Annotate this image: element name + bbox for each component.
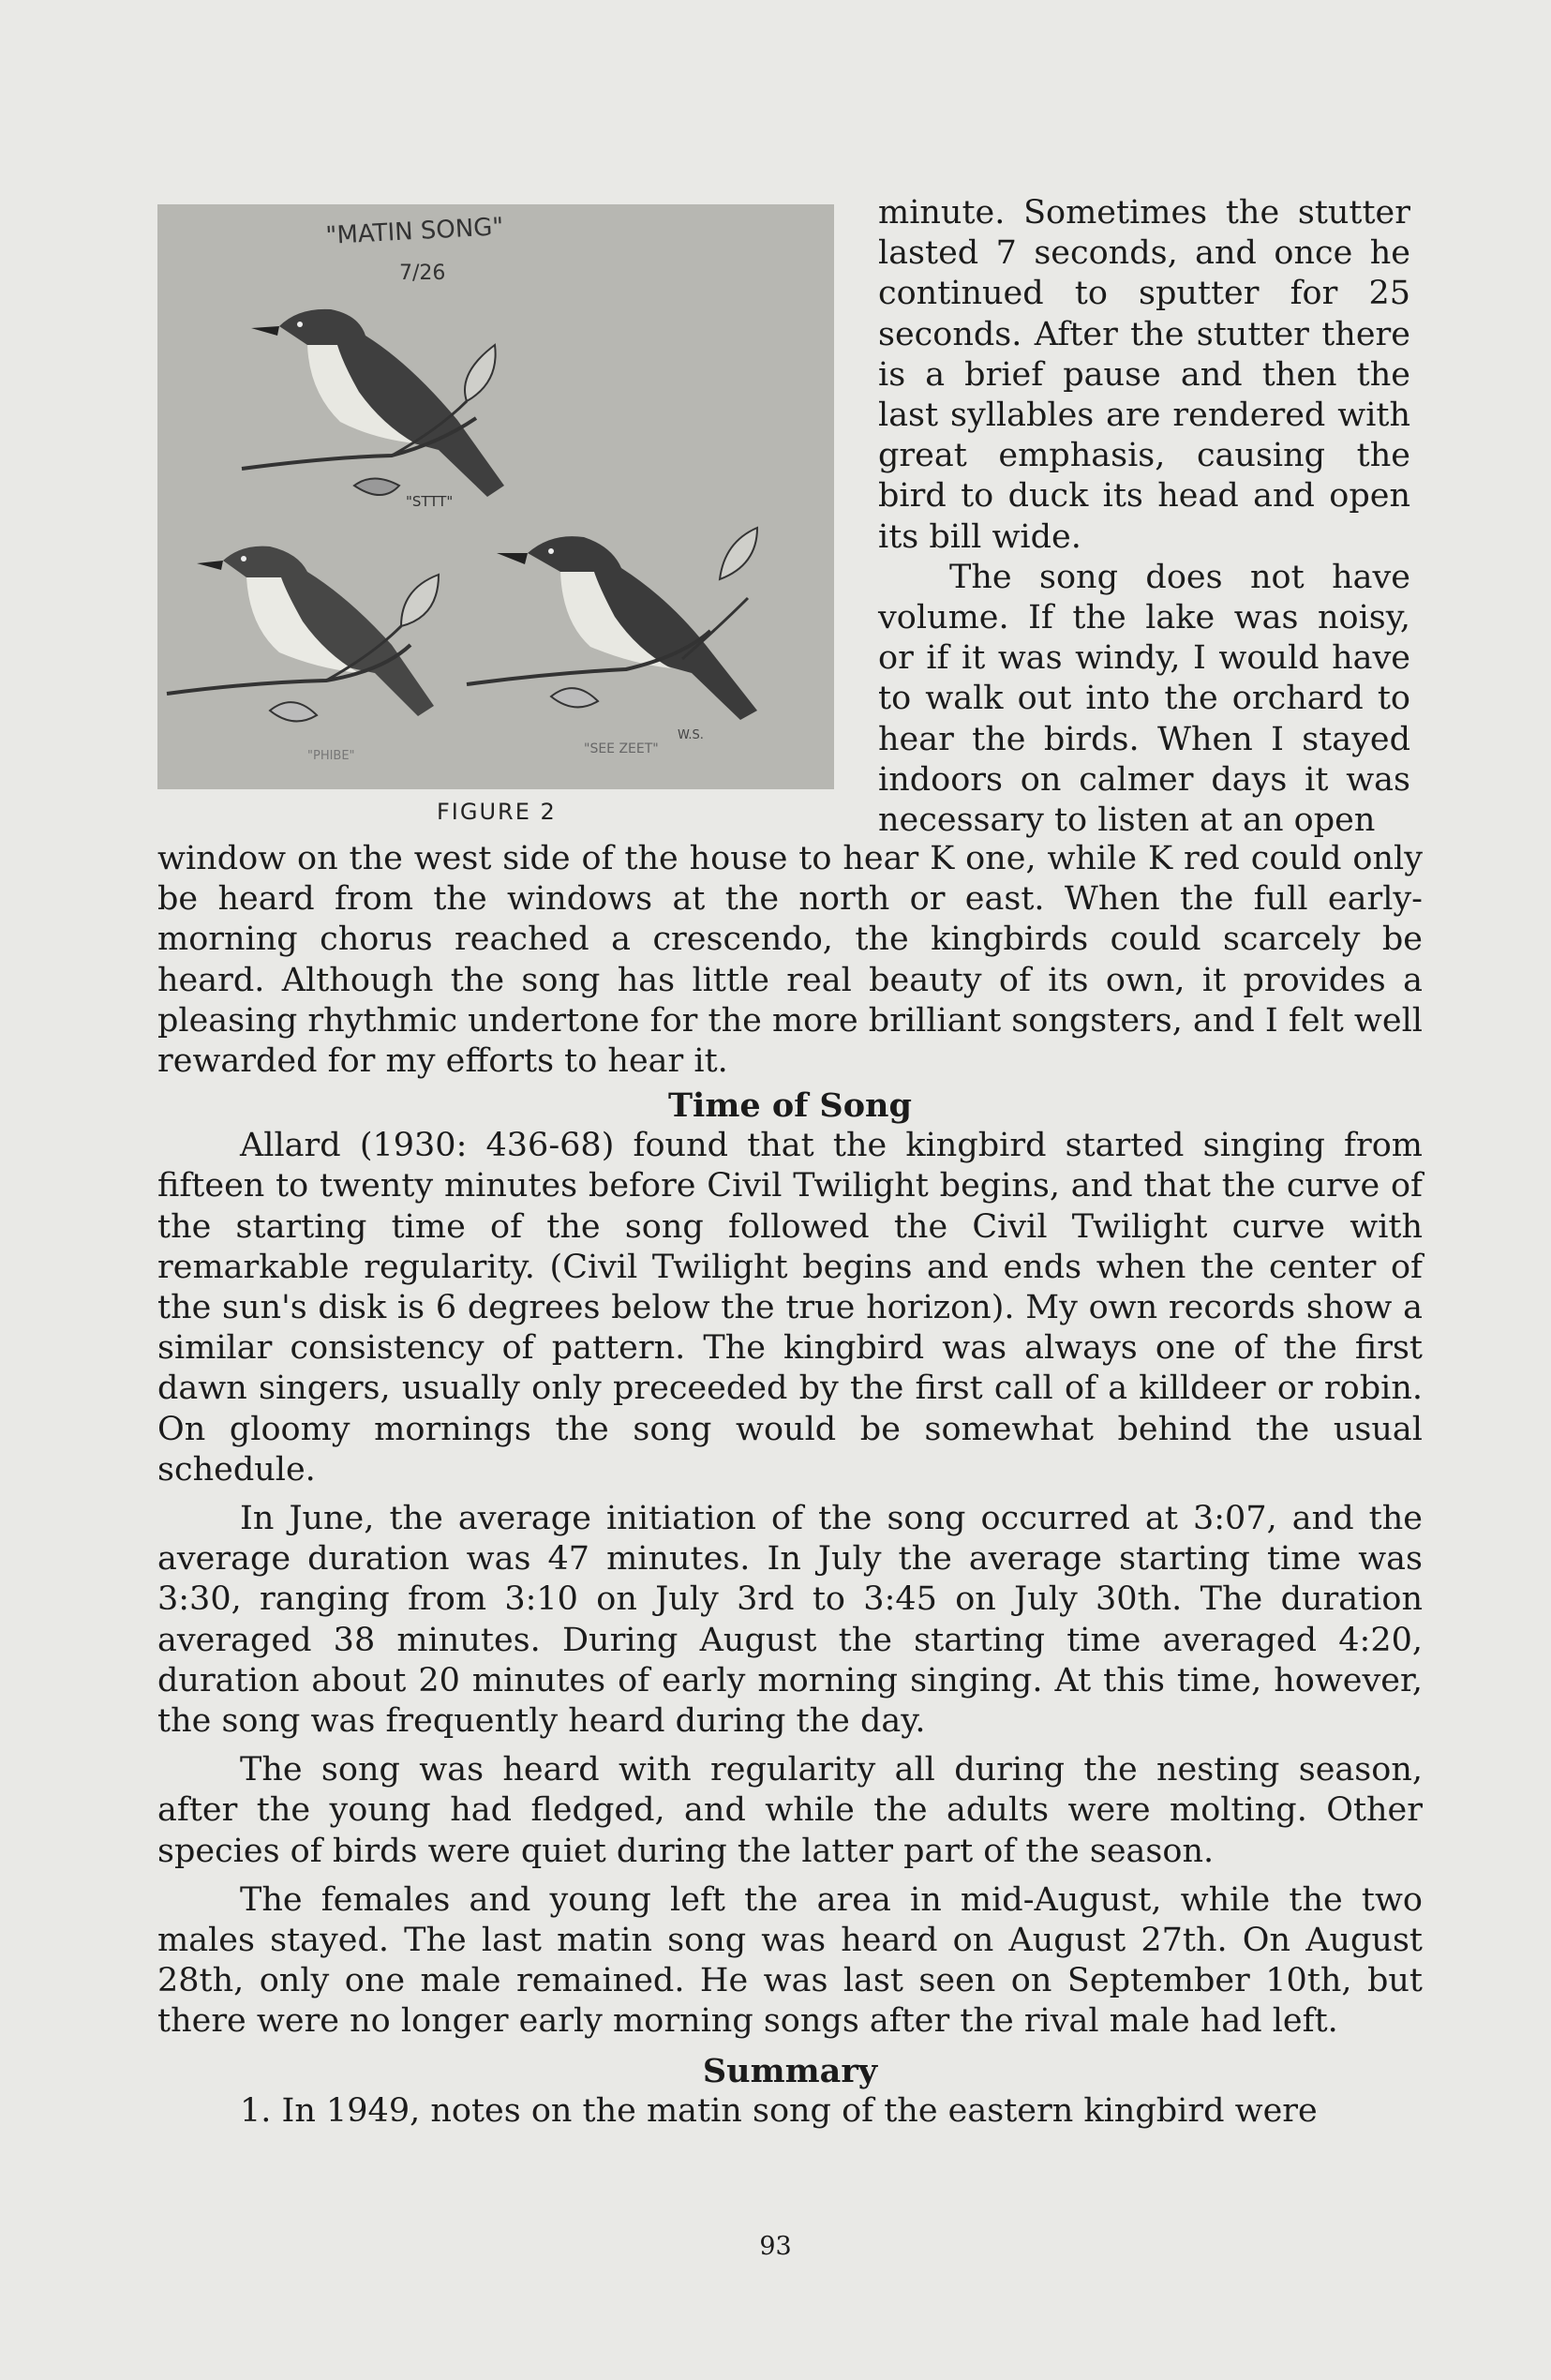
section-heading-summary: Summary (702, 2051, 878, 2090)
main-body-text (157, 839, 1423, 2132)
time-paragraph-4: The females and young left the area in mid-August, while the two males stayed. The last matin song was heard on August 27th. On August 28th, only one male remained. He was last seen on September 10th, but there were no longer early morning songs after the rival male had left. (157, 1880, 1423, 2041)
column-paragraph-2: The song does not have volume. If the lake was noisy, or if it was windy, I would have to walk out into the orchard to hear the birds. When I stayed indoors on calmer days it was necessary to listen at an open (878, 558, 1410, 840)
time-paragraph-3: The song was heard with regularity all during the nesting season, after the young had fledged, and while the adults were molting. Other species of birds were quiet during the latter part of the season. (157, 1751, 1423, 1870)
right-column-text (878, 193, 1410, 841)
column-paragraph-1: minute. Sometimes the stutter lasted 7 seconds, and once he continued to sputter for 25 seconds. After the stutter there is a brief pause and then the last syllables are rendered with great emphasis, causing the bird to duck its head and open its bill wide. (878, 194, 1410, 556)
section-heading-time-of-song: Time of Song (668, 1086, 912, 1126)
time-paragraph-2: In June, the average initiation of the song occurred at 3:07, and the average duration was 47 minutes. In July the average starting time was 3:30, ranging from 3:10 on July 3rd to 3:45 on July 30th. The duration averaged 38 minutes. During August the starting time averaged 4:20, duration about 20 minutes of early morning singing. At this time, however, the song was frequently heard during the day. (157, 1500, 1423, 1741)
sketch-label-see-zeet: "SEE ZEET" (584, 741, 659, 756)
summary-paragraph-1: 1. In 1949, notes on the matin song of the eastern kingbird were (240, 2091, 1318, 2130)
figure-2-illustration (157, 204, 834, 789)
sketch-label-phibe: "PHIBE" (307, 749, 355, 763)
sketch-label-sttt: "STTT" (406, 493, 454, 510)
drawing-title-text: "MATIN SONG" (324, 213, 505, 250)
figure-caption: FIGURE 2 (437, 799, 557, 825)
continuation-paragraph: window on the west side of the house to hear K one, while K red could only be heard from the windows at the north or east. When the full early-morning chorus reached a crescendo, the kingbirds could scarcely be heard. Although the song has little real beauty of its own, it provides a pleasing rhythmic undertone for the more brilliant songsters, and I felt well rewarded for my efforts to hear it. (157, 840, 1423, 1081)
drawing-date-text: 7/26 (399, 262, 446, 285)
sketch-label-initials: W.S. (678, 728, 704, 742)
kingbird-sketch-drawing (157, 204, 834, 789)
page-number: 93 (759, 2232, 792, 2261)
time-paragraph-1: Allard (1930: 436-68) found that the kingbird started singing from fifteen to twenty minutes before Civil Twilight begins, and that the curve of the starting time of the song followed the Civil Twilight curve with remarkable regularity. (Civil Twilight begins and ends when the center of the sun's disk is 6 degrees below the true horizon). My own records show a similar consistency of pattern. The kingbird was always one of the first dawn singers, usually only preceeded by the first call of a killdeer or robin. On gloomy mornings the song would be somewhat behind the usual schedule. (157, 1127, 1423, 1489)
